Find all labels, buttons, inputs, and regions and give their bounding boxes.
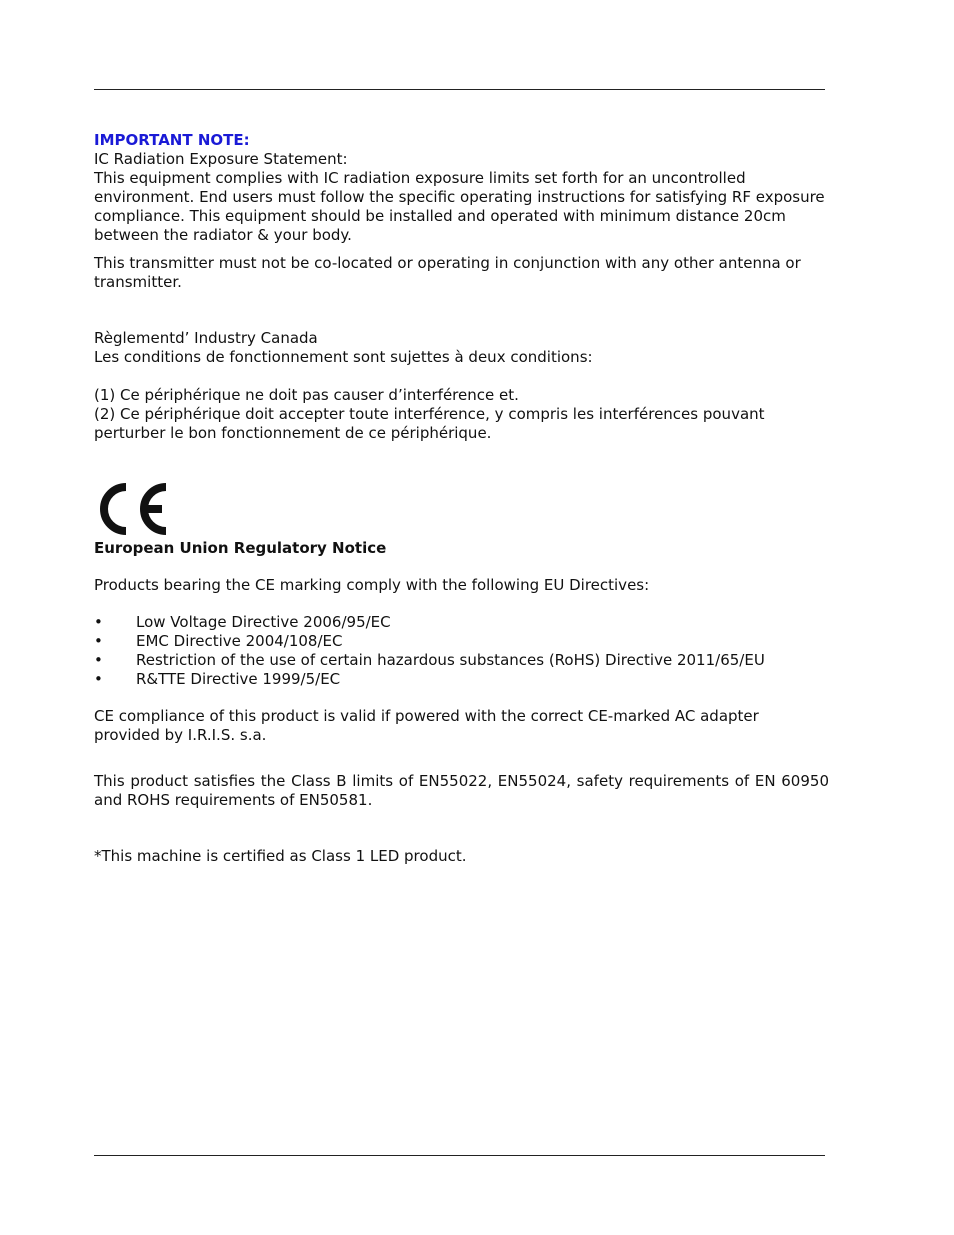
conditions-intro: Les conditions de fonctionnement sont sujettes à deux conditions:: [94, 348, 593, 366]
ic-statement-paragraph: This equipment complies with IC radiation exposure limits set forth for an uncontrolled environment. End users must follow the specific operating instructions for satisfying RF exposure compliance. This equipment should be installed and operated with minimum distance 20cm between the radiator & your body.: [94, 169, 825, 244]
ce-mark-icon: [96, 481, 172, 537]
ce-compliance-paragraph: CE compliance of this product is valid if powered with the correct CE-marked AC adapter provided by I.R.I.S. s.a.: [94, 707, 759, 744]
bullet-icon: •: [94, 613, 103, 631]
eu-notice-heading: European Union Regulatory Notice: [94, 539, 387, 557]
condition-2: (2) Ce périphérique doit accepter toute interférence, y compris les interférences pouvant perturber le bon fonctionnement de ce périphérique.: [94, 405, 765, 442]
footer-rule: [94, 1155, 825, 1156]
industry-canada-title: Règlementd’ Industry Canada: [94, 329, 318, 347]
bullet-icon: •: [94, 632, 103, 650]
list-item: • Restriction of the use of certain hazardous substances (RoHS) Directive 2011/65/EU: [94, 651, 765, 669]
bullet-icon: •: [94, 651, 103, 669]
ic-statement-title: IC Radiation Exposure Statement:: [94, 150, 348, 168]
class-b-paragraph: This product satisfies the Class B limits of EN55022, EN55024, safety requirements of EN 60950 and ROHS requirements of EN50581.: [94, 772, 829, 809]
led-certification-note: *This machine is certified as Class 1 LED product.: [94, 847, 467, 865]
bullet-icon: •: [94, 670, 103, 688]
eu-directives-intro: Products bearing the CE marking comply with the following EU Directives:: [94, 576, 650, 594]
list-item: • Low Voltage Directive 2006/95/EC: [94, 613, 391, 631]
header-rule: [94, 89, 825, 90]
list-item: • EMC Directive 2004/108/EC: [94, 632, 343, 650]
page-content: [94, 131, 829, 866]
ce-logo: [94, 481, 829, 537]
condition-1: (1) Ce périphérique ne doit pas causer d’interférence et.: [94, 386, 519, 404]
directive-list: [94, 613, 829, 689]
important-note-heading: IMPORTANT NOTE:: [94, 131, 250, 149]
list-item: • R&TTE Directive 1999/5/EC: [94, 670, 341, 688]
co-location-paragraph: This transmitter must not be co-located or operating in conjunction with any other antenna or transmitter.: [94, 254, 801, 291]
